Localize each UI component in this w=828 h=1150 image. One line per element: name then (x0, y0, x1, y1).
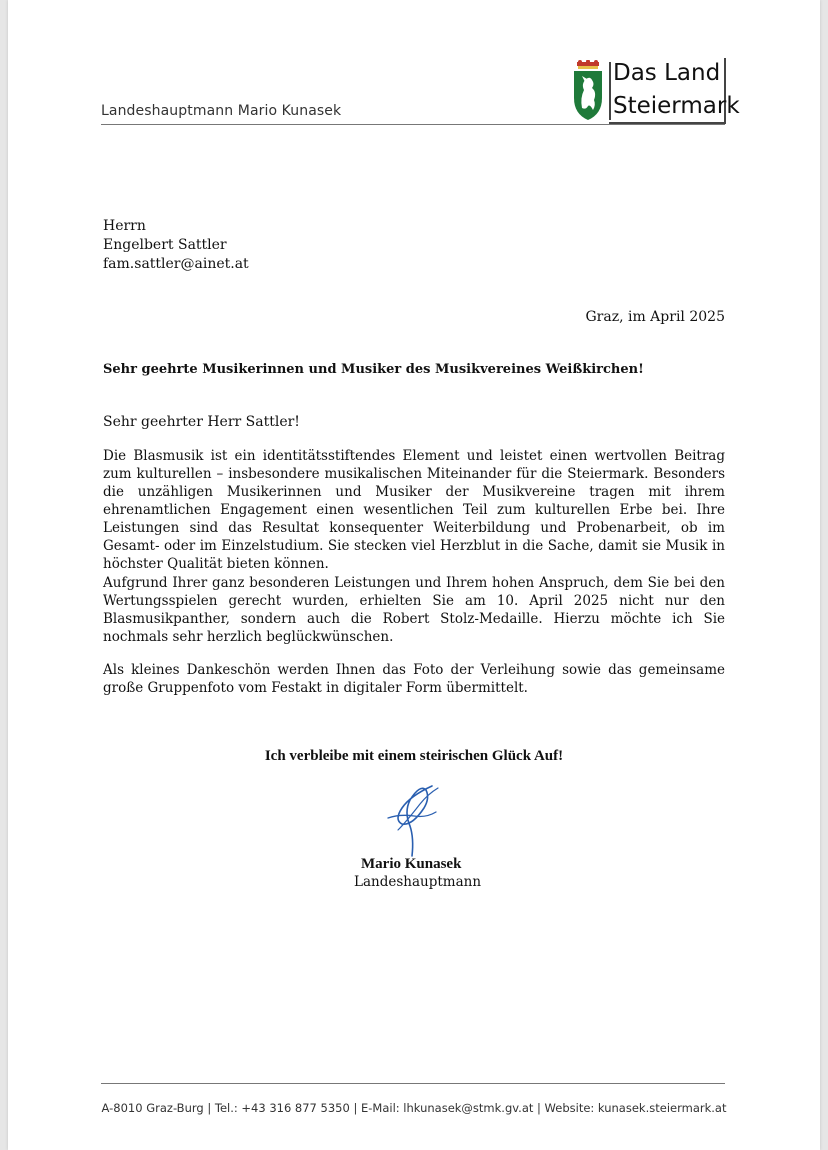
salutation: Sehr geehrter Herr Sattler! (103, 414, 300, 430)
header-sender: Landeshauptmann Mario Kunasek (101, 103, 342, 119)
paragraph-3: Als kleines Dankeschön werden Ihnen das Foto der Verleihung sowie das gemeinsame große Gruppenfoto vom Festakt in digitaler Form übermittelt. (103, 662, 725, 696)
letter-subject: Sehr geehrte Musikerinnen und Musiker des Musikvereines Weißkirchen! (103, 362, 644, 377)
handwritten-signature (380, 778, 450, 868)
crest-icon (571, 60, 605, 122)
footer-divider (101, 1083, 725, 1084)
paragraph-1: Die Blasmusik ist ein identitätsstiftendes Element und leistet einen wertvollen Beitrag zum kulturellen – insbesondere musikalischen Miteinander für die Steiermark. Besonders die unzähligen Musikerinnen und Musiker der Musikvereine tragen mit ihrem ehrenamtlichen Engagement einen wesentlichen Teil zum kulturellen Erbe bei. Ihre Leistungen sind das Resultat konsequenter Weiterbildung und Probenarbeit, ob im Gesamt- oder im Einzelstudium. Sie stecken viel Herzblut in die Sache, damit sie Musik in höchster Qualität bieten können. (103, 448, 725, 572)
signer-name: Mario Kunasek (361, 856, 462, 872)
recipient-title: Herrn (103, 218, 146, 234)
recipient-name: Engelbert Sattler (103, 237, 227, 253)
signer-title: Landeshauptmann (354, 874, 482, 890)
letter-date: Graz, im April 2025 (585, 309, 725, 325)
logo-text-line1: Das Land (613, 60, 721, 86)
recipient-email: fam.sattler@ainet.at (103, 256, 249, 272)
page-edge-left (0, 0, 8, 1150)
page-edge-right (820, 0, 828, 1150)
steiermark-logo (571, 58, 740, 126)
closing-line: Ich verbleibe mit einem steirischen Glück Auf! (264, 748, 564, 764)
logo-text-line2: Steiermark (613, 93, 740, 119)
paragraph-2: Aufgrund Ihrer ganz besonderen Leistungen und Ihrem hohen Anspruch, dem Sie bei den Wertungsspielen gerecht wurden, erhielten Sie am 10. April 2025 nicht nur den Blasmusikpanther, sondern auch die Robert Stolz-Medaille. Hierzu möchte ich Sie nochmals sehr herzlich beglückwünschen. (103, 575, 725, 645)
footer-contact: A-8010 Graz-Burg | Tel.: +43 316 877 5350 | E-Mail: lhkunasek@stmk.gv.at | Website: kunasek.steiermark.at (101, 1101, 727, 1115)
